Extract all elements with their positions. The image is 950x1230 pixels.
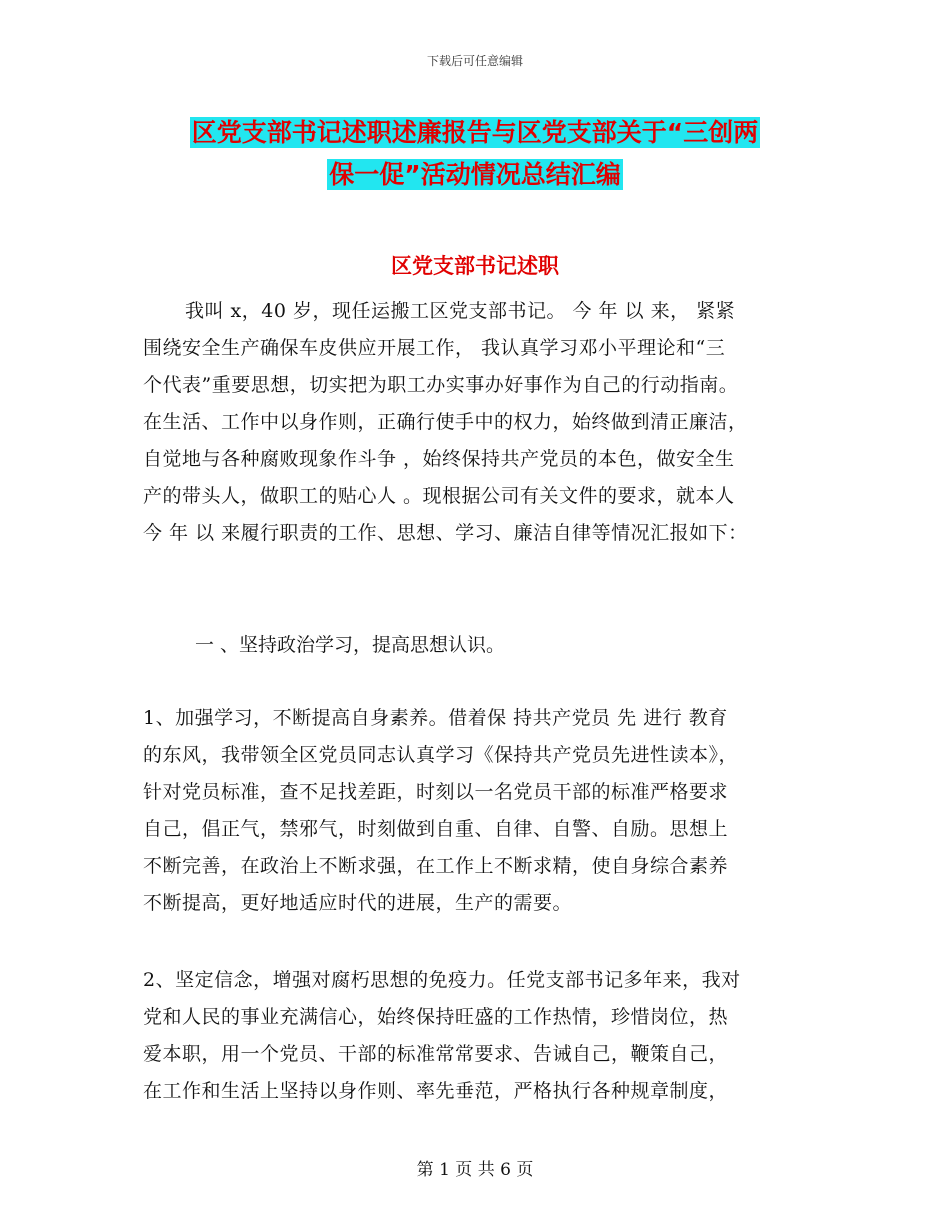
title-highlight: 区党支部书记述职述廉报告与区党支部关于“三创两 [191,118,759,147]
paragraph-line: 党和人民的事业充满信心，始终保持旺盛的工作热情，珍惜岗位，热 [143,1006,729,1028]
document-title-line-2 [0,155,950,191]
paragraph-line: 围绕安全生产确保车皮供应开展工作， 我认真学习邓小平理论和“三 [143,337,726,359]
paragraph-line: 在生活、工作中以身作则，正确行使手中的权力，始终做到清正廉洁， [143,411,748,433]
paragraph-line: 产的带头人，做职工的贴心人 。现根据公司有关文件的要求，就本人 [143,485,735,507]
paragraph-line: 爱本职，用一个党员、干部的标准常常要求、告诫自己，鞭策自己， [143,1043,729,1065]
header-note: 下载后可任意编辑 [426,54,523,68]
paragraph-line: 不断提高，更好地适应时代的进展，生产的需要。 [143,892,573,914]
paragraph-line: 我叫 x，40 岁，现任运搬工区党支部书记。 今 年 以 来， 紧紧 [185,300,736,322]
paragraph-line: 自觉地与各种腐败现象作斗争 ，始终保持共产党员的本色，做安全生 [143,448,735,470]
paragraph-line: 自己，倡正气，禁邪气，时刻做到自重、自律、自警、自励。思想上 [143,818,729,840]
paragraph-line: 的东风，我带领全区党员同志认真学习《保持共产党员先进性读本》， [143,744,739,766]
paragraph-line: 不断完善，在政治上不断求强，在工作上不断求精，使自身综合素养 [143,855,729,877]
paragraph-line: 在工作和生活上坚持以身作则、率先垂范，严格执行各种规章制度， [143,1080,729,1102]
paragraph-line: 个代表”重要思想，切实把为职工办实事办好事作为自己的行动指南。 [143,374,739,396]
paragraph-line: 1、加强学习，不断提高自身素养。借着保 持共产党员 先 进行 教育 [143,707,728,729]
intro-paragraph [143,293,813,552]
body-paragraph-1 [143,700,813,922]
page-footer: 第 1 页 共 6 页 [416,1160,534,1180]
section-subtitle: 区党支部书记述职 [391,254,559,278]
section-heading: 一 、坚持政治学习，提高思想认识。 [195,634,506,656]
title-highlight: 保一促”活动情况总结汇编 [329,160,621,189]
paragraph-line: 今 年 以 来履行职责的工作、思想、学习、廉洁自律等情况汇报如下： [143,522,748,544]
document-title-line-1 [0,113,950,149]
paragraph-line: 2、坚定信念，增强对腐朽思想的免疫力。任党支部书记多年来，我对 [143,969,741,991]
body-paragraph-2 [143,962,813,1110]
paragraph-line: 针对党员标准，查不足找差距，时刻以一名党员干部的标准严格要求 [143,781,729,803]
